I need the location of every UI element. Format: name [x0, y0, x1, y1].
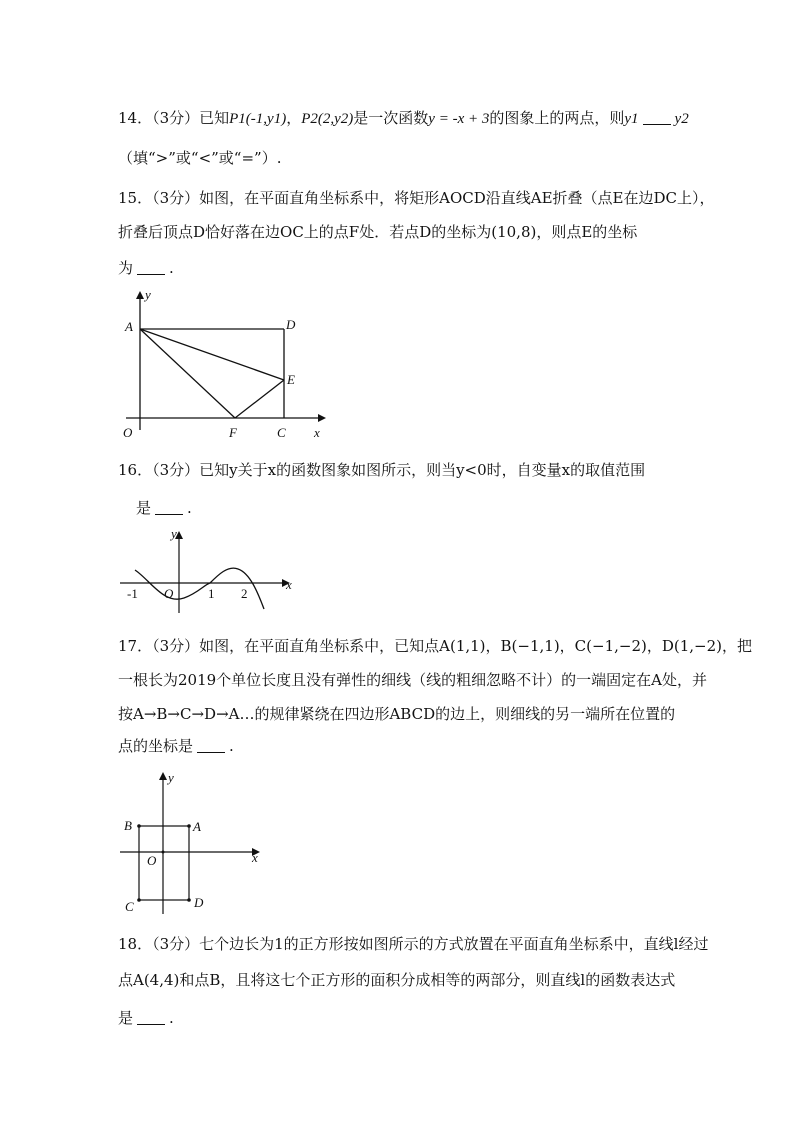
q16-figure	[118, 525, 298, 615]
q15-label-x: x	[314, 425, 320, 440]
q15-line-3	[118, 258, 174, 278]
q15-line-FE	[235, 380, 284, 418]
q17-line-3: 按A→B→C→D→A…的规律紧绕在四边形ABCD的边上，则细线的另一端所在位置的	[118, 705, 676, 723]
q16-suffix: .	[187, 499, 192, 517]
q17-line-2: 一根长为2019个单位长度且没有弹性的细线（线的粗细忽略不计）的一端固定在A处，并	[118, 671, 708, 689]
q14-line-2: （填“>”或“<”或“=”）.	[118, 149, 282, 167]
q16-label-x: x	[286, 577, 292, 592]
q18-answer-blank[interactable]	[137, 1010, 165, 1025]
q16-answer-blank[interactable]	[155, 500, 183, 515]
q17-y-arrow	[159, 772, 167, 780]
q17-suffix: .	[229, 737, 234, 755]
q17-point-A	[187, 824, 191, 828]
q15-y-arrow	[136, 291, 144, 299]
q15-label-O: O	[123, 425, 133, 440]
q14-separator: ，	[286, 109, 302, 127]
q17-origin-point	[162, 851, 165, 854]
q15-answer-blank[interactable]	[137, 260, 165, 275]
q14-prefix: 14．（3分）已知	[118, 109, 230, 127]
q15-line-AF	[140, 329, 235, 418]
q16-label-y: y	[171, 526, 177, 541]
q15-label-F: F	[229, 425, 237, 440]
q16-label-1: 1	[208, 586, 215, 601]
q16-line-2	[136, 498, 192, 518]
q17-line-4	[118, 736, 234, 756]
q14-answer-blank[interactable]	[643, 110, 671, 125]
q17-point-B	[137, 824, 141, 828]
q16-label-O: O	[164, 586, 174, 601]
q15-suffix: .	[169, 259, 174, 277]
q15-label-E: E	[287, 372, 295, 387]
q18-line-2: 点A(4,4)和点B，且将这七个正方形的面积分成相等的两部分，则直线l的函数表达式	[118, 971, 676, 989]
q15-figure	[118, 285, 338, 445]
q17-point-C	[137, 898, 141, 902]
q18-suffix: .	[169, 1009, 174, 1027]
q18-line-3	[118, 1008, 174, 1028]
q17-label-A: A	[193, 819, 201, 834]
q18-line-1: 18．（3分）七个边长为1的正方形按如图所示的方式放置在平面直角坐标系中，直线l经过	[118, 935, 709, 953]
q14-line-1	[118, 108, 689, 129]
q14-point-p2: P2(2,y2)	[301, 111, 354, 127]
q16-prefix: 是	[136, 499, 152, 517]
q14-tail-text: 的图象上的两点，则	[489, 109, 625, 127]
q17-label-B: B	[124, 818, 132, 833]
q14-y1: y1	[624, 111, 639, 127]
q15-label-C: C	[277, 425, 286, 440]
q15-line-2: 折叠后顶点D恰好落在边OC上的点F处．若点D的坐标为(10,8)，则点E的坐标	[118, 223, 638, 241]
q16-line-1: 16．（3分）已知y关于x的函数图象如图所示，则当y<0时，自变量x的取值范围	[118, 461, 646, 479]
q15-label-y: y	[145, 287, 151, 302]
q17-label-O: O	[147, 853, 157, 868]
q17-line-1: 17．（3分）如图，在平面直角坐标系中，已知点A(1,1)，B(−1,1)，C(−1,−2)，D(1,−2)，把	[118, 637, 753, 655]
q14-y2: y2	[674, 111, 689, 127]
q15-prefix: 为	[118, 259, 134, 277]
q17-label-D: D	[194, 895, 204, 910]
q17-point-D	[187, 898, 191, 902]
q17-label-x: x	[252, 850, 258, 865]
q17-prefix: 点的坐标是	[118, 737, 194, 755]
q17-label-C: C	[125, 899, 134, 914]
q18-prefix: 是	[118, 1009, 134, 1027]
q15-label-A: A	[125, 319, 133, 334]
q16-label-2: 2	[241, 586, 248, 601]
q15-x-arrow	[318, 414, 326, 422]
q15-label-D: D	[286, 317, 296, 332]
q14-mid-text: 是一次函数	[353, 109, 429, 127]
q15-line-1: 15．（3分）如图，在平面直角坐标系中，将矩形AOCD沿直线AE折叠（点E在边DC上），	[118, 189, 715, 207]
q17-label-y: y	[168, 770, 174, 785]
q14-point-p1: P1(-1,y1)	[229, 111, 287, 127]
q14-function: y = -x + 3	[428, 111, 490, 127]
q16-label-neg1: -1	[127, 586, 138, 601]
q17-answer-blank[interactable]	[197, 738, 225, 753]
q17-figure	[118, 768, 278, 918]
q15-line-AE	[140, 329, 284, 380]
